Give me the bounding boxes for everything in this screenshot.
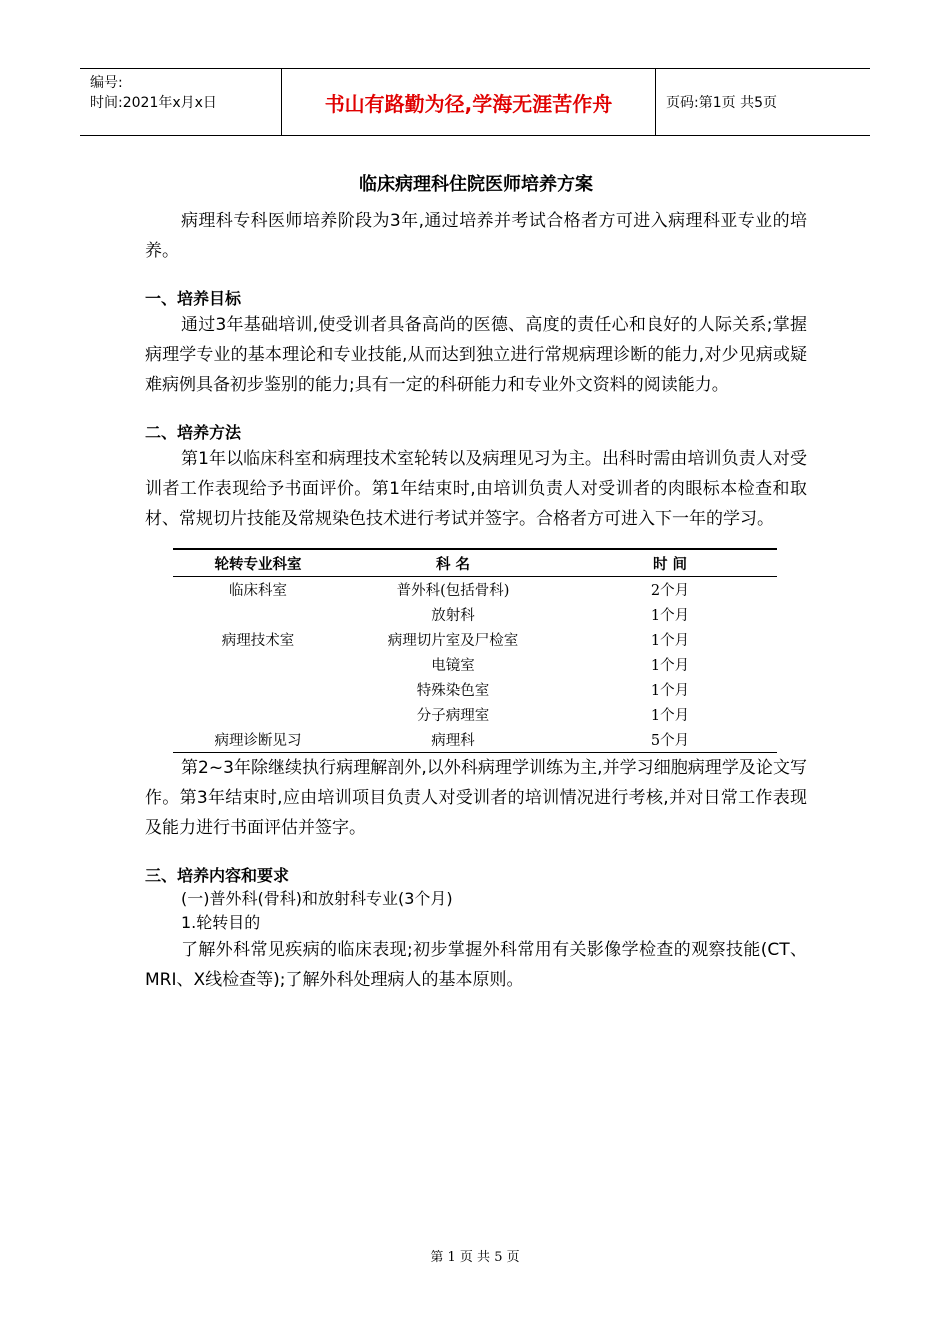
rotation-table [173,548,777,753]
table-row [173,602,777,627]
header-time: 时间:2021年x月x日 [90,95,217,111]
subsection-item: 1.轮转目的 [181,913,261,932]
page-header [80,68,870,136]
table-row [173,577,777,603]
methods-paragraph: 第1年以临床科室和病理技术室轮转以及病理见习为主。出科时需由培训负责人对受训者工作表现给予书面评价。第1年结束时,由培训负责人对受训者的肉眼标本检查和取材、常规切片技能及常规染色技术进行考试并签字。合格者方可进入下一年的学习。 [145,449,807,529]
document-body [145,172,807,995]
subsection-heading: (一)普外科(骨科)和放射科专业(3个月) [181,889,453,908]
table-cell-subject: 病理切片室及尸检室 [387,633,519,649]
table-cell-department: 病理诊断见习 [173,727,343,753]
table-header-subject: 科 名 [343,549,563,577]
table-row [173,727,777,753]
table-cell-duration: 1个月 [650,633,690,649]
goals-paragraph: 通过3年基础培训,使受训者具备高尚的医德、高度的责任心和良好的人际关系;掌握病理学专业的基本理论和专业技能,从而达到独立进行常规病理诊断的能力,对少见病或疑难病例具备初步鉴别的能力;具有一定的科研能力和专业外文资料的阅读能力。 [145,315,807,395]
table-cell-department: 临床科室 [229,583,287,599]
section-heading-content: 三、培养内容和要求 [145,866,290,885]
table-row [173,677,777,702]
table-cell-subject: 电镜室 [431,658,475,674]
table-cell-duration: 1个月 [650,708,690,724]
document-title: 临床病理科住院医师培养方案 [359,174,593,195]
table-cell-subject: 普外科(包括骨科) [396,583,510,599]
table-cell-subject: 特殊染色室 [416,683,490,699]
table-row [173,702,777,727]
table-header-duration: 时 间 [563,549,777,577]
table-cell-department [173,602,343,627]
header-number: 编号: [90,75,123,91]
rotation-purpose-paragraph: 了解外科常见疾病的临床表现;初步掌握外科常用有关影像学检查的观察技能(CT、MRI、X线检查等);了解外科处理病人的基本原则。 [145,940,807,990]
table-cell-department [173,702,343,727]
section-heading-goals: 一、培养目标 [145,289,242,308]
table-cell-department: 病理技术室 [221,633,295,649]
after-table-paragraph: 第2~3年除继续执行病理解剖外,以外科病理学训练为主,并学习细胞病理学及论文写作。第3年结束时,应由培训项目负责人对受训者的培训情况进行考核,并对日常工作表现及能力进行书面评估并签字。 [145,758,807,838]
page-footer: 第 1 页 共 5 页 [430,1250,520,1265]
table-cell-duration: 1个月 [650,658,690,674]
table-cell-duration: 2个月 [650,583,690,599]
table-cell-department [173,652,343,677]
table-header-department: 轮转专业科室 [173,549,343,577]
table-row [173,652,777,677]
table-cell-subject: 分子病理室 [416,708,490,724]
header-page-info: 页码:第1页 共5页 [666,95,777,111]
table-cell-subject: 病理科 [343,727,563,753]
table-cell-subject: 放射科 [431,608,475,624]
header-meta [80,69,282,135]
table-header-row [173,549,777,577]
intro-paragraph: 病理科专科医师培养阶段为3年,通过培养并考试合格者方可进入病理科亚专业的培养。 [145,211,807,261]
table-cell-department [173,677,343,702]
table-cell-duration: 1个月 [650,608,690,624]
header-motto: 书山有路勤为径,学海无涯苦作舟 [282,69,656,135]
section-heading-methods: 二、培养方法 [145,423,242,442]
table-cell-duration: 5个月 [563,727,777,753]
table-row [173,627,777,652]
table-cell-duration: 1个月 [650,683,690,699]
